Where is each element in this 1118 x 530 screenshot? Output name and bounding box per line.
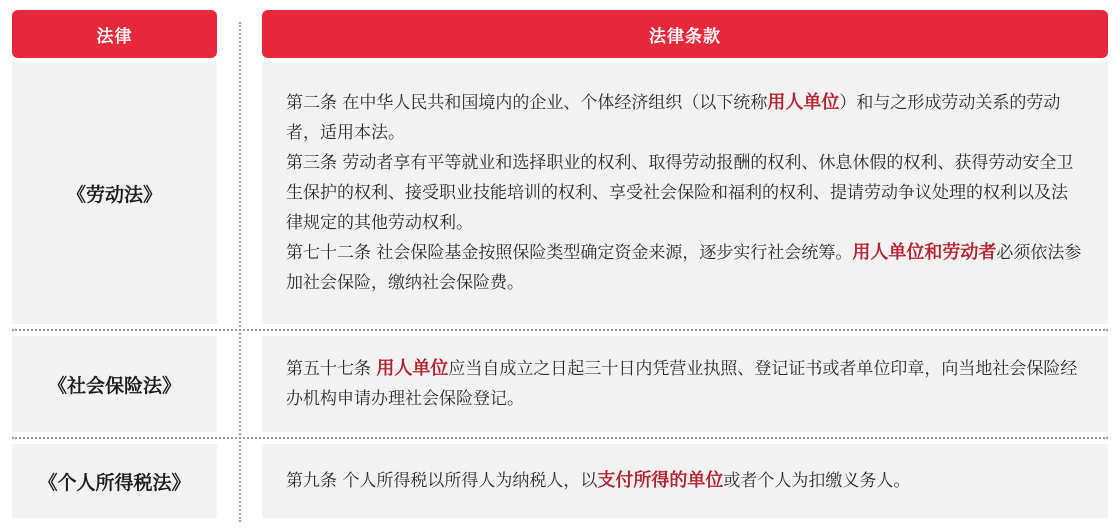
- article-column-header: [262, 10, 1108, 58]
- article-paragraph: [286, 466, 1084, 496]
- article-highlight: 用人单位和劳动者: [852, 242, 997, 263]
- article-text: 或者个人为扣缴义务人。: [723, 471, 911, 491]
- article-paragraph: [286, 88, 1084, 148]
- article-paragraph: [286, 238, 1084, 298]
- law-name-labor-law: [12, 62, 217, 324]
- row-divider: [12, 437, 1108, 439]
- row-divider: [12, 329, 1108, 331]
- article-cell-labor-law: [262, 62, 1108, 324]
- article-highlight: 用人单位: [376, 358, 449, 379]
- article-highlight: 用人单位: [767, 92, 840, 113]
- article-text: 必须依法参加社会保险，缴纳社会保险费。: [286, 243, 1082, 293]
- law-name-label: 《社会保险法》: [47, 374, 181, 397]
- article-paragraph: [286, 148, 1084, 238]
- article-text: 应当自成立之日起三十日内凭营业执照、登记证书或者单位印章，向当地社会保险经办机构申请办理社会保险登记。: [286, 359, 1078, 409]
- article-paragraph: [286, 354, 1084, 414]
- article-cell-social-insurance-law: [262, 336, 1108, 432]
- article-text: 第九条 个人所得税以所得人为纳税人，以: [286, 471, 598, 491]
- article-cell-individual-income-tax-law: [262, 444, 1108, 518]
- column-divider: [239, 22, 241, 522]
- law-name-social-insurance-law: [12, 336, 217, 432]
- article-text: ）和与之形成劳动关系的劳动者，适用本法。: [286, 93, 1061, 143]
- article-highlight: 支付所得的单位: [597, 470, 724, 491]
- article-text: 第三条 劳动者享有平等就业和选择职业的权利、取得劳动报酬的权利、休息休假的权利、获得劳动安全卫生保护的权利、接受职业技能培训的权利、享受社会保险和福利的权利、提请劳动争议处理的权利以及法律规定的其他劳动权利。: [286, 153, 1074, 233]
- law-column-header-label: 法律: [96, 26, 133, 47]
- article-text: 第七十二条 社会保险基金按照保险类型确定资金来源，逐步实行社会统筹。: [286, 243, 853, 263]
- law-name-label: 《劳动法》: [66, 183, 162, 206]
- law-name-individual-income-tax-law: [12, 444, 217, 518]
- law-column-header: [12, 10, 217, 58]
- law-name-label: 《个人所得税法》: [38, 471, 191, 494]
- article-text: 第五十七条: [286, 359, 377, 379]
- article-column-header-label: 法律条款: [649, 26, 721, 47]
- article-text: 第二条 在中华人民共和国境内的企业、个体经济组织（以下统称: [286, 93, 768, 113]
